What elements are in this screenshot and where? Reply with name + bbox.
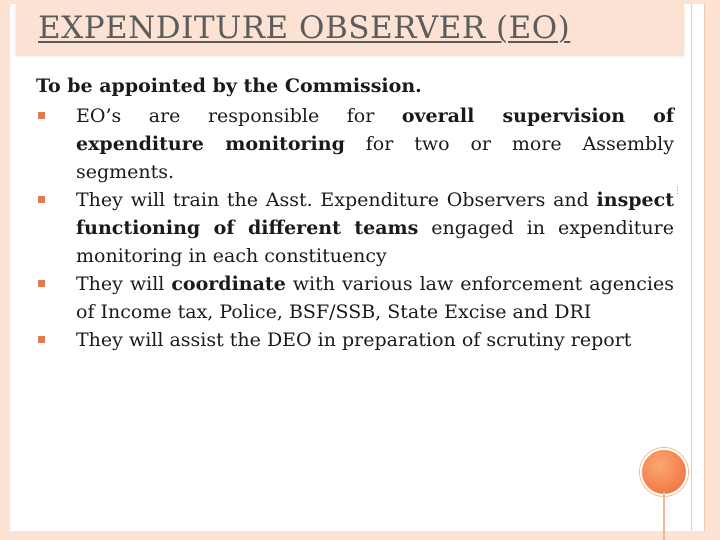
bullet-bold-text: coordinate (171, 273, 286, 295)
decorative-vertical-line (663, 492, 665, 540)
square-bullet-icon (38, 112, 45, 119)
bullet-item (36, 186, 674, 270)
bullet-list (36, 102, 674, 354)
bullet-bold-text: overall supervision of expenditure monitoring (76, 105, 674, 155)
orange-circle-icon (640, 448, 688, 496)
square-bullet-icon (38, 336, 45, 343)
slide-title: EXPENDITURE OBSERVER (EO) (38, 10, 571, 46)
bullet-item (36, 102, 674, 186)
right-border-line (691, 4, 692, 531)
bullet-text: They will train the Asst. Expenditure Observers and (76, 189, 597, 211)
bullet-text: They will (76, 273, 172, 295)
intro-line: To be appointed by the Commission. (36, 75, 422, 97)
bullet-item (36, 270, 674, 326)
bullet-text: for two or more Assembly segments. (76, 133, 674, 183)
resize-handle-icon: ⋮ (673, 186, 682, 196)
bullet-item (36, 326, 674, 354)
slide-body (36, 72, 674, 354)
bullet-bold-text: inspect functioning of different teams (76, 189, 674, 239)
bullet-text: with various law enforcement agencies of Income tax, Police, BSF/SSB, State Excise and DRI (76, 273, 674, 323)
square-bullet-icon (38, 280, 45, 287)
square-bullet-icon (38, 196, 45, 203)
title-bar (16, 4, 684, 54)
bullet-text: They will assist the DEO in preparation of scrutiny report (76, 329, 632, 351)
bullet-text: engaged in expenditure monitoring in each constituency (76, 217, 674, 267)
bullet-text: EO’s are responsible for (76, 105, 402, 127)
